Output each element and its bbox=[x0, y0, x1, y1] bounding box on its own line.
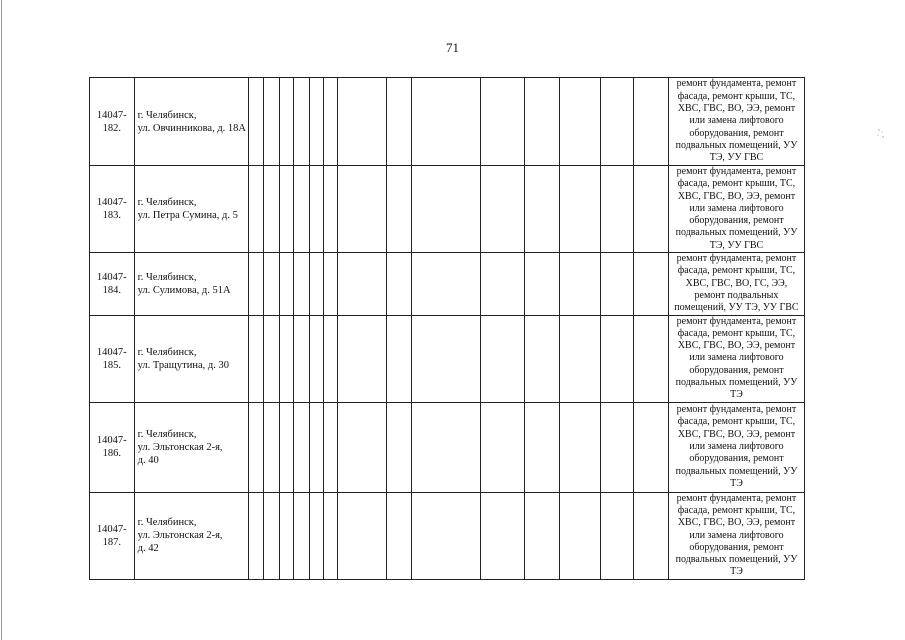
address-cell-line: д. 40 bbox=[137, 454, 159, 466]
table-row bbox=[90, 315, 805, 402]
empty-cell bbox=[310, 253, 324, 315]
empty-cell bbox=[338, 253, 387, 315]
works-list-cell-line: ТЭ, УУ ГВС bbox=[709, 239, 764, 251]
works-list-cell bbox=[668, 166, 804, 253]
empty-cell bbox=[601, 315, 634, 402]
empty-cell bbox=[324, 166, 338, 253]
empty-cell bbox=[481, 78, 525, 166]
empty-cell bbox=[293, 166, 309, 253]
empty-cell bbox=[560, 166, 601, 253]
empty-cell bbox=[324, 315, 338, 402]
row-number-cell-line: 186. bbox=[102, 448, 121, 460]
works-list-cell bbox=[668, 315, 804, 402]
empty-cell bbox=[293, 78, 309, 166]
works-list-cell-line: оборудования, ремонт bbox=[689, 364, 784, 376]
works-list-cell-line: фасада, ремонт крыши, ТС, bbox=[677, 504, 796, 516]
empty-cell bbox=[249, 402, 264, 492]
table-row bbox=[90, 78, 805, 166]
row-number-cell-line: 187. bbox=[102, 536, 121, 548]
empty-cell bbox=[324, 402, 338, 492]
empty-cell bbox=[310, 78, 324, 166]
works-list-cell bbox=[668, 253, 804, 315]
empty-cell bbox=[387, 166, 412, 253]
table-row bbox=[90, 253, 805, 315]
empty-cell bbox=[481, 402, 525, 492]
empty-cell bbox=[279, 492, 293, 579]
empty-cell bbox=[634, 166, 668, 253]
address-cell-line: ул. Овчинникова, д. 18А bbox=[137, 122, 247, 134]
works-list-cell-line: ХВС, ГВС, ВО, ГС, ЭЭ, bbox=[685, 277, 788, 289]
works-list-cell-line: ремонт фундамента, ремонт bbox=[676, 492, 797, 504]
empty-cell bbox=[310, 492, 324, 579]
empty-cell bbox=[249, 315, 264, 402]
row-number-cell-line: 14047- bbox=[96, 346, 127, 358]
works-list-cell-line: фасада, ремонт крыши, ТС, bbox=[677, 178, 796, 190]
empty-cell bbox=[249, 253, 264, 315]
row-number-cell bbox=[90, 402, 135, 492]
empty-cell bbox=[279, 315, 293, 402]
empty-cell bbox=[412, 78, 481, 166]
works-list-cell bbox=[668, 402, 804, 492]
address-cell-line: д. 42 bbox=[137, 543, 159, 555]
row-number-cell-line: 14047- bbox=[96, 109, 127, 121]
row-number-cell bbox=[90, 78, 135, 166]
works-list-cell-line: ТЭ bbox=[730, 477, 743, 489]
empty-cell bbox=[310, 402, 324, 492]
row-number-cell-line: 14047- bbox=[96, 271, 127, 283]
empty-cell bbox=[601, 166, 634, 253]
empty-cell bbox=[560, 492, 601, 579]
empty-cell bbox=[249, 78, 264, 166]
empty-cell bbox=[310, 166, 324, 253]
empty-cell bbox=[524, 166, 559, 253]
works-list-cell-line: или замена лифтового bbox=[689, 115, 784, 127]
address-cell-line: ул. Эльтонская 2-я, bbox=[137, 441, 223, 453]
empty-cell bbox=[524, 402, 559, 492]
empty-cell bbox=[412, 492, 481, 579]
works-list-cell-line: фасада, ремонт крыши, ТС, bbox=[677, 265, 796, 277]
address-cell-line: г. Челябинск, bbox=[137, 109, 197, 121]
address-cell bbox=[134, 78, 249, 166]
works-list-cell-line: ремонт подвальных bbox=[694, 289, 779, 301]
empty-cell bbox=[387, 315, 412, 402]
works-list-cell-line: ремонт фундамента, ремонт bbox=[676, 315, 797, 327]
address-cell-line: ул. Сулимова, д. 51А bbox=[137, 284, 231, 296]
address-cell-line: г. Челябинск, bbox=[137, 197, 197, 209]
empty-cell bbox=[560, 402, 601, 492]
empty-cell bbox=[481, 253, 525, 315]
empty-cell bbox=[324, 492, 338, 579]
empty-cell bbox=[412, 253, 481, 315]
empty-cell bbox=[338, 492, 387, 579]
empty-cell bbox=[264, 492, 279, 579]
empty-cell bbox=[524, 492, 559, 579]
empty-cell bbox=[293, 492, 309, 579]
empty-cell bbox=[338, 166, 387, 253]
works-list-cell-line: ХВС, ГВС, ВО, ЭЭ, ремонт bbox=[677, 517, 796, 529]
empty-cell bbox=[264, 315, 279, 402]
row-number-cell-line: 185. bbox=[102, 359, 121, 371]
empty-cell bbox=[481, 315, 525, 402]
works-list-cell-line: ТЭ, УУ ГВС bbox=[709, 152, 764, 164]
address-cell-line: ул. Эльтонская 2-я, bbox=[137, 530, 223, 542]
address-cell bbox=[134, 315, 249, 402]
address-cell bbox=[134, 166, 249, 253]
works-list-cell-line: оборудования, ремонт bbox=[689, 127, 784, 139]
works-list-cell-line: ремонт фундамента, ремонт bbox=[676, 78, 797, 90]
works-list-cell-line: или замена лифтового bbox=[689, 352, 784, 364]
empty-cell bbox=[560, 253, 601, 315]
works-list-cell-line: ХВС, ГВС, ВО, ЭЭ, ремонт bbox=[677, 103, 796, 115]
empty-cell bbox=[249, 492, 264, 579]
works-list-cell-line: подвальных помещений, УУ bbox=[675, 554, 798, 566]
repair-program-table bbox=[89, 77, 805, 580]
row-number-cell-line: 14047- bbox=[96, 435, 127, 447]
empty-cell bbox=[412, 166, 481, 253]
works-list-cell-line: оборудования, ремонт bbox=[689, 541, 784, 553]
works-list-cell-line: оборудования, ремонт bbox=[689, 215, 784, 227]
row-number-cell bbox=[90, 166, 135, 253]
empty-cell bbox=[601, 253, 634, 315]
empty-cell bbox=[279, 253, 293, 315]
row-number-cell bbox=[90, 253, 135, 315]
works-list-cell-line: подвальных помещений, УУ bbox=[675, 465, 798, 477]
empty-cell bbox=[387, 78, 412, 166]
row-number-cell-line: 14047- bbox=[96, 197, 127, 209]
works-list-cell-line: или замена лифтового bbox=[689, 529, 784, 541]
works-list-cell-line: фасада, ремонт крыши, ТС, bbox=[677, 416, 796, 428]
empty-cell bbox=[338, 315, 387, 402]
table-row bbox=[90, 166, 805, 253]
empty-cell bbox=[634, 402, 668, 492]
empty-cell bbox=[293, 253, 309, 315]
empty-cell bbox=[310, 315, 324, 402]
empty-cell bbox=[279, 166, 293, 253]
works-list-cell-line: оборудования, ремонт bbox=[689, 453, 784, 465]
row-number-cell-line: 182. bbox=[102, 122, 121, 134]
empty-cell bbox=[634, 78, 668, 166]
works-list-cell-line: ХВС, ГВС, ВО, ЭЭ, ремонт bbox=[677, 340, 796, 352]
empty-cell bbox=[634, 315, 668, 402]
works-list-cell bbox=[668, 492, 804, 579]
empty-cell bbox=[560, 78, 601, 166]
empty-cell bbox=[279, 78, 293, 166]
works-list-cell-line: ремонт фундамента, ремонт bbox=[676, 404, 797, 416]
address-cell-line: г. Челябинск, bbox=[137, 428, 197, 440]
empty-cell bbox=[293, 402, 309, 492]
empty-cell bbox=[264, 78, 279, 166]
works-list-cell-line: или замена лифтового bbox=[689, 202, 784, 214]
empty-cell bbox=[387, 402, 412, 492]
empty-cell bbox=[324, 78, 338, 166]
row-number-cell-line: 14047- bbox=[96, 523, 127, 535]
empty-cell bbox=[601, 402, 634, 492]
empty-cell bbox=[634, 492, 668, 579]
table-row bbox=[90, 402, 805, 492]
works-list-cell-line: ХВС, ГВС, ВО, ЭЭ, ремонт bbox=[677, 190, 796, 202]
works-list-cell-line: подвальных помещений, УУ bbox=[675, 377, 798, 389]
row-number-cell-line: 184. bbox=[102, 284, 121, 296]
works-list-cell-line: фасада, ремонт крыши, ТС, bbox=[677, 327, 796, 339]
row-number-cell-line: 183. bbox=[102, 210, 121, 222]
empty-cell bbox=[634, 253, 668, 315]
page-edge-line bbox=[1, 0, 2, 640]
empty-cell bbox=[264, 166, 279, 253]
works-list-cell-line: ТЭ bbox=[730, 389, 743, 401]
works-list-cell-line: помещений, УУ ТЭ, УУ ГВС bbox=[674, 302, 799, 314]
address-cell-line: г. Челябинск, bbox=[137, 271, 197, 283]
works-list-cell-line: ремонт фундамента, ремонт bbox=[676, 253, 797, 265]
works-list-cell-line: подвальных помещений, УУ bbox=[675, 227, 798, 239]
works-list-cell-line: ХВС, ГВС, ВО, ЭЭ, ремонт bbox=[677, 428, 796, 440]
row-number-cell bbox=[90, 315, 135, 402]
address-cell-line: ул. Петра Сумина, д. 5 bbox=[137, 210, 238, 222]
page-number: 71 bbox=[446, 40, 459, 55]
empty-cell bbox=[249, 166, 264, 253]
works-list-cell-line: ТЭ bbox=[730, 566, 743, 578]
empty-cell bbox=[524, 315, 559, 402]
works-list-cell-line: подвальных помещений, УУ bbox=[675, 139, 798, 151]
empty-cell bbox=[601, 78, 634, 166]
address-cell bbox=[134, 253, 249, 315]
address-cell-line: г. Челябинск, bbox=[137, 517, 197, 529]
works-list-cell-line: или замена лифтового bbox=[689, 440, 784, 452]
empty-cell bbox=[481, 166, 525, 253]
empty-cell bbox=[412, 315, 481, 402]
works-list-cell-line: ремонт фундамента, ремонт bbox=[676, 166, 797, 177]
empty-cell bbox=[601, 492, 634, 579]
table-row bbox=[90, 492, 805, 579]
empty-cell bbox=[524, 78, 559, 166]
empty-cell bbox=[387, 253, 412, 315]
address-cell-line: г. Челябинск, bbox=[137, 346, 197, 358]
works-list-cell bbox=[668, 78, 804, 166]
empty-cell bbox=[560, 315, 601, 402]
empty-cell bbox=[524, 253, 559, 315]
row-number-cell bbox=[90, 492, 135, 579]
empty-cell bbox=[481, 492, 525, 579]
empty-cell bbox=[264, 253, 279, 315]
empty-cell bbox=[338, 78, 387, 166]
empty-cell bbox=[338, 402, 387, 492]
address-cell-line: ул. Тращутина, д. 30 bbox=[137, 359, 229, 371]
scan-speck-mark bbox=[876, 128, 886, 140]
empty-cell bbox=[387, 492, 412, 579]
empty-cell bbox=[279, 402, 293, 492]
empty-cell bbox=[264, 402, 279, 492]
empty-cell bbox=[412, 402, 481, 492]
address-cell bbox=[134, 402, 249, 492]
address-cell bbox=[134, 492, 249, 579]
empty-cell bbox=[324, 253, 338, 315]
empty-cell bbox=[293, 315, 309, 402]
works-list-cell-line: фасада, ремонт крыши, ТС, bbox=[677, 90, 796, 102]
